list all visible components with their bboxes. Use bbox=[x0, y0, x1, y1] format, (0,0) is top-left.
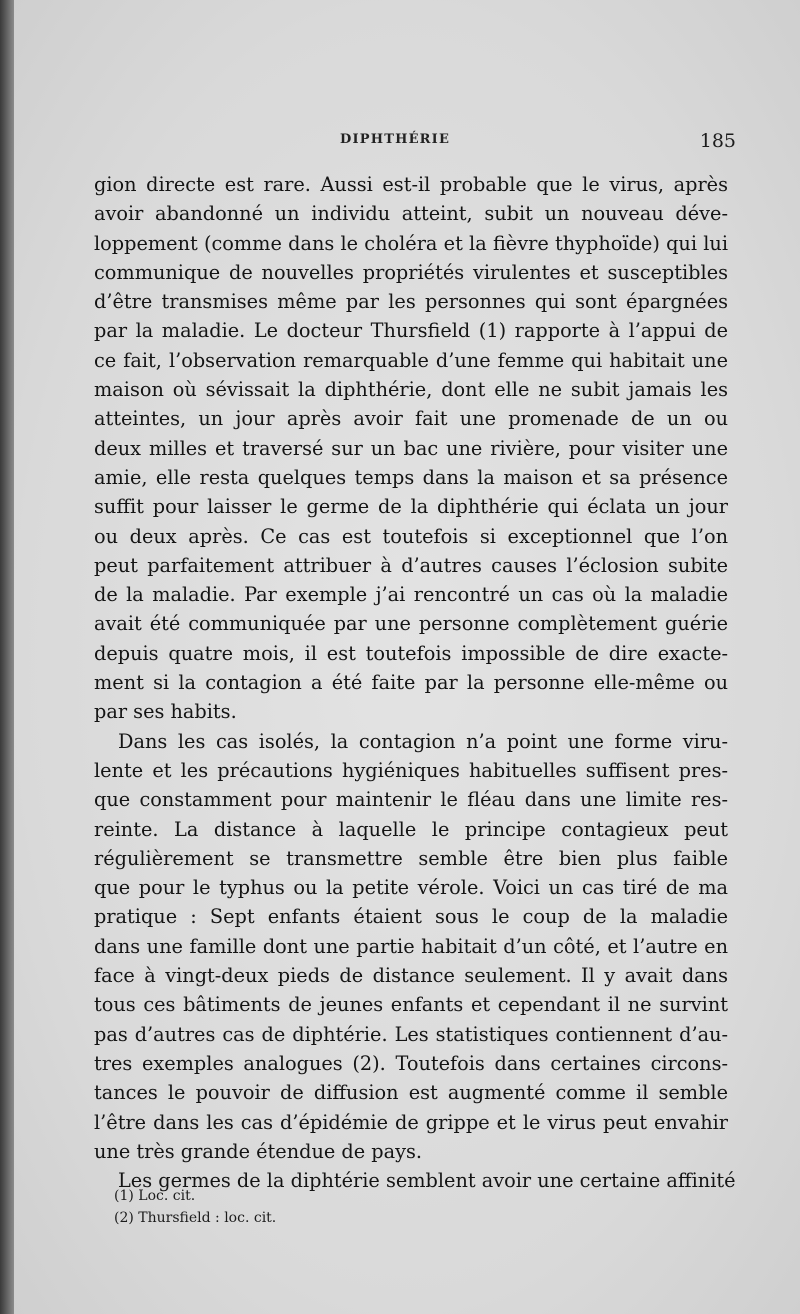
paragraph-last-line: par ses habits. bbox=[94, 700, 237, 724]
paragraph-first-line: Les germes de la diphtérie semblent avoir une certaine affinité bbox=[118, 1169, 736, 1193]
page-number: 185 bbox=[699, 130, 736, 152]
body-text bbox=[94, 170, 736, 1195]
text-line: tous ces bâtiments de jeunes enfants et cependant il ne survint bbox=[94, 993, 728, 1017]
text-line: communique de nouvelles propriétés virulentes et susceptibles bbox=[94, 260, 728, 284]
text-line: deux milles et traversé sur un bac une rivière, pour visiter une bbox=[94, 436, 728, 460]
running-head bbox=[14, 132, 800, 152]
text-line: loppement (comme dans le choléra et la fièvre thyphoïde) qui lui bbox=[94, 231, 728, 255]
running-title: DIPHTHÉRIE bbox=[340, 132, 451, 147]
text-line: lente et les précautions hygiéniques habituelles suffisent pres- bbox=[94, 758, 728, 782]
text-line: que constamment pour maintenir le fléau dans une limite res- bbox=[94, 788, 728, 812]
text-line: régulièrement se transmettre semble être bien plus faible bbox=[94, 846, 728, 870]
text-line: maison où sévissait la diphthérie, dont elle ne subit jamais les bbox=[94, 378, 728, 402]
footnotes bbox=[114, 1185, 276, 1229]
paragraph-last-line: une très grande étendue de pays. bbox=[94, 1139, 423, 1163]
text-line: l’être dans les cas d’épidémie de grippe et le virus peut envahir bbox=[94, 1110, 728, 1134]
text-line: ou deux après. Ce cas est toutefois si exceptionnel que l’on bbox=[94, 524, 728, 548]
text-line: atteintes, un jour après avoir fait une promenade de un ou bbox=[94, 407, 728, 431]
text-line: ce fait, l’observation remarquable d’une femme qui habitait une bbox=[94, 348, 728, 372]
footnote: (2) Thursfield : loc. cit. bbox=[114, 1210, 277, 1226]
paragraph-first-line: Dans les cas isolés, la contagion n’a point une forme viru- bbox=[118, 729, 728, 753]
text-line: par la maladie. Le docteur Thursfield (1) rapporte à l’appui de bbox=[94, 319, 728, 343]
text-line: pas d’autres cas de diphtérie. Les statistiques contiennent d’au- bbox=[94, 1022, 728, 1046]
text-line: de la maladie. Par exemple j’ai rencontré un cas où la maladie bbox=[94, 583, 728, 607]
text-line: tres exemples analogues (2). Toutefois dans certaines circons- bbox=[94, 1051, 728, 1075]
footnote: (1) Loc. cit. bbox=[114, 1188, 196, 1204]
text-line: avait été communiquée par une personne complètement guérie bbox=[94, 612, 728, 636]
text-line: tances le pouvoir de diffusion est augmenté comme il semble bbox=[94, 1081, 728, 1105]
text-line: reinte. La distance à laquelle le principe contagieux peut bbox=[94, 817, 728, 841]
text-line: avoir abandonné un individu atteint, subit un nouveau déve- bbox=[94, 202, 728, 226]
text-line: face à vingt-deux pieds de distance seulement. Il y avait dans bbox=[94, 964, 728, 988]
text-line: gion directe est rare. Aussi est-il probable que le virus, après bbox=[94, 173, 728, 196]
text-line: ment si la contagion a été faite par la personne elle-même ou bbox=[94, 671, 728, 695]
text-line: suffit pour laisser le germe de la diphthérie qui éclata un jour bbox=[94, 495, 728, 519]
text-line: dans une famille dont une partie habitait d’un côté, et l’autre en bbox=[94, 934, 728, 958]
text-line: amie, elle resta quelques temps dans la maison et sa présence bbox=[94, 465, 728, 489]
text-line: peut parfaitement attribuer à d’autres causes l’éclosion subite bbox=[94, 553, 728, 577]
text-line: que pour le typhus ou la petite vérole. Voici un cas tiré de ma bbox=[94, 876, 728, 900]
text-line: depuis quatre mois, il est toutefois impossible de dire exacte- bbox=[94, 641, 728, 665]
book-page bbox=[14, 0, 800, 1314]
text-line: pratique : Sept enfants étaient sous le coup de la maladie bbox=[94, 905, 728, 929]
scan-edge bbox=[0, 0, 14, 1314]
text-line: d’être transmises même par les personnes qui sont épargnées bbox=[94, 290, 728, 314]
